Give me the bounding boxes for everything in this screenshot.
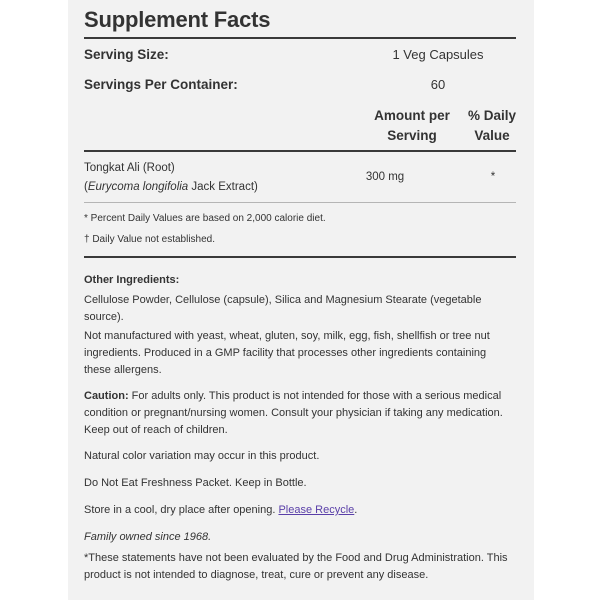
header-divider [84,150,516,152]
other-ingredients-heading: Other Ingredients: [84,274,180,286]
dv-header-line1: % Daily [467,108,517,123]
storage-note [84,502,514,519]
ingredient-divider [84,202,516,203]
color-variation-note: Natural color variation may occur in this product. [84,450,320,462]
other-ingredients-line: Cellulose Powder, Cellulose (capsule), Silica and Magnesium Stearate (vegetable [84,294,482,306]
footnote-not-established: † Daily Value not established. [84,234,216,245]
family-owned-note: Family owned since 1968. [84,531,212,543]
dv-header-line2: Value [474,128,510,143]
caution-text: For adults only. This product is not intended for those with a serious medical [128,390,502,402]
serving-size-value: 1 Veg Capsules [392,47,484,62]
daily-value-header [442,106,542,146]
please-recycle-link[interactable]: Please Recycle [278,504,355,516]
ingredient-name: Tongkat Ali (Root) [84,162,175,174]
servings-per-container-label: Servings Per Container: [84,77,238,92]
fda-disclaimer [84,550,514,584]
allergen-line: ingredients. Produced in a GMP facility that processes other ingredients containing [84,347,487,359]
supplement-facts-panel [68,0,534,600]
ingredient-daily-value: * [490,171,496,183]
caution-line: Keep out of reach of children. [84,424,228,436]
caution-line: condition or pregnant/nursing women. Consult your physician if taking any medication. [84,407,503,419]
serving-size-label: Serving Size: [84,47,169,62]
title-divider [84,37,516,39]
freshness-packet-note: Do Not Eat Freshness Packet. Keep in Bottle. [84,477,307,489]
footnote-daily-values: * Percent Daily Values are based on 2,000 calorie diet. [84,213,326,224]
ingredient-row [84,159,258,197]
storage-period: . [354,504,358,516]
allergen-statement [84,328,514,379]
ingredient-extract: Jack Extract) [188,181,258,193]
caution-line [84,388,514,405]
ingredient-scientific-name: Eurycoma longifolia [87,181,189,193]
allergen-line: Not manufactured with yeast, wheat, gluten, soy, milk, egg, fish, shellfish or tree nut [84,330,490,342]
caution-label: Caution: [84,390,129,402]
allergen-line: these allergens. [84,364,162,376]
ingredient-source [84,178,258,197]
amount-header-line2: Serving [387,128,437,143]
ingredient-open-paren: ( [84,181,88,193]
storage-text: Store in a cool, dry place after opening. [84,504,279,516]
amount-header-line1: Amount per [374,108,450,123]
other-ingredients-line: source). [84,311,124,323]
servings-per-container-value: 60 [430,77,446,92]
fda-disclaimer-line: product is not intended to diagnose, treat, cure or prevent any disease. [84,569,429,581]
caution-statement [84,388,514,439]
other-ingredients-list [84,292,514,326]
footnote-divider [84,256,516,258]
panel-title: Supplement Facts [84,7,271,32]
fda-disclaimer-line: *These statements have not been evaluated by the Food and Drug Administration. This [84,552,508,564]
ingredient-amount: 300 mg [365,171,405,183]
